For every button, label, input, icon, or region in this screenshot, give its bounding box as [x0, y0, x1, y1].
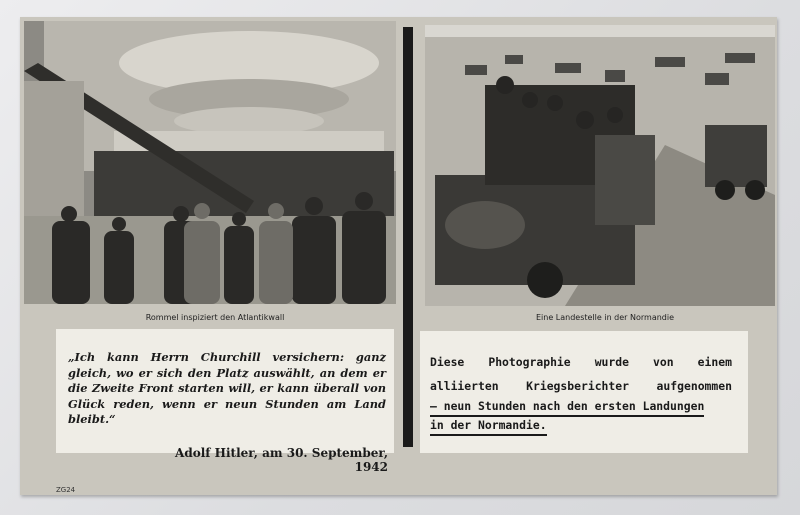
- word: Kriegsberichter: [526, 378, 629, 393]
- explanation-line-4: [430, 417, 732, 436]
- caption-right: Eine Landestelle in der Normandie: [535, 313, 675, 322]
- explanation-line-1: [430, 351, 732, 375]
- caption-left: Rommel inspiziert den Atlantikwall: [145, 313, 285, 322]
- photo-normandy-landing: [425, 25, 775, 306]
- word: alliierten: [430, 378, 499, 393]
- underlined-text: — neun Stunden nach den ersten Landungen: [430, 398, 704, 417]
- center-divider: [403, 27, 413, 447]
- word: aufgenommen: [656, 378, 732, 393]
- word: wurde: [594, 355, 629, 369]
- photo-explanation: [430, 351, 732, 436]
- quote-attribution: Adolf Hitler, am 30. September, 1942: [175, 446, 388, 474]
- word: von: [653, 355, 674, 369]
- leaflet: [20, 17, 777, 495]
- word: einem: [697, 355, 732, 369]
- hitler-quote: „Ich kann Herrn Churchill versichern: ganz gleich, wo er sich den Platz auswählt, an dem er die Zweite Front starten will, er kann überall von Glück reden, wenn er neun Stunden am Land bleibt.“: [68, 350, 386, 426]
- word: Diese: [430, 355, 465, 369]
- photo-rommel-atlantic-wall: [24, 21, 396, 304]
- word: Photographie: [488, 355, 571, 369]
- explanation-line-3: [430, 398, 732, 417]
- underlined-text: in der Normandie.: [430, 417, 547, 436]
- explanation-line-2: [430, 375, 732, 399]
- leaflet-code: ZG24: [56, 486, 76, 494]
